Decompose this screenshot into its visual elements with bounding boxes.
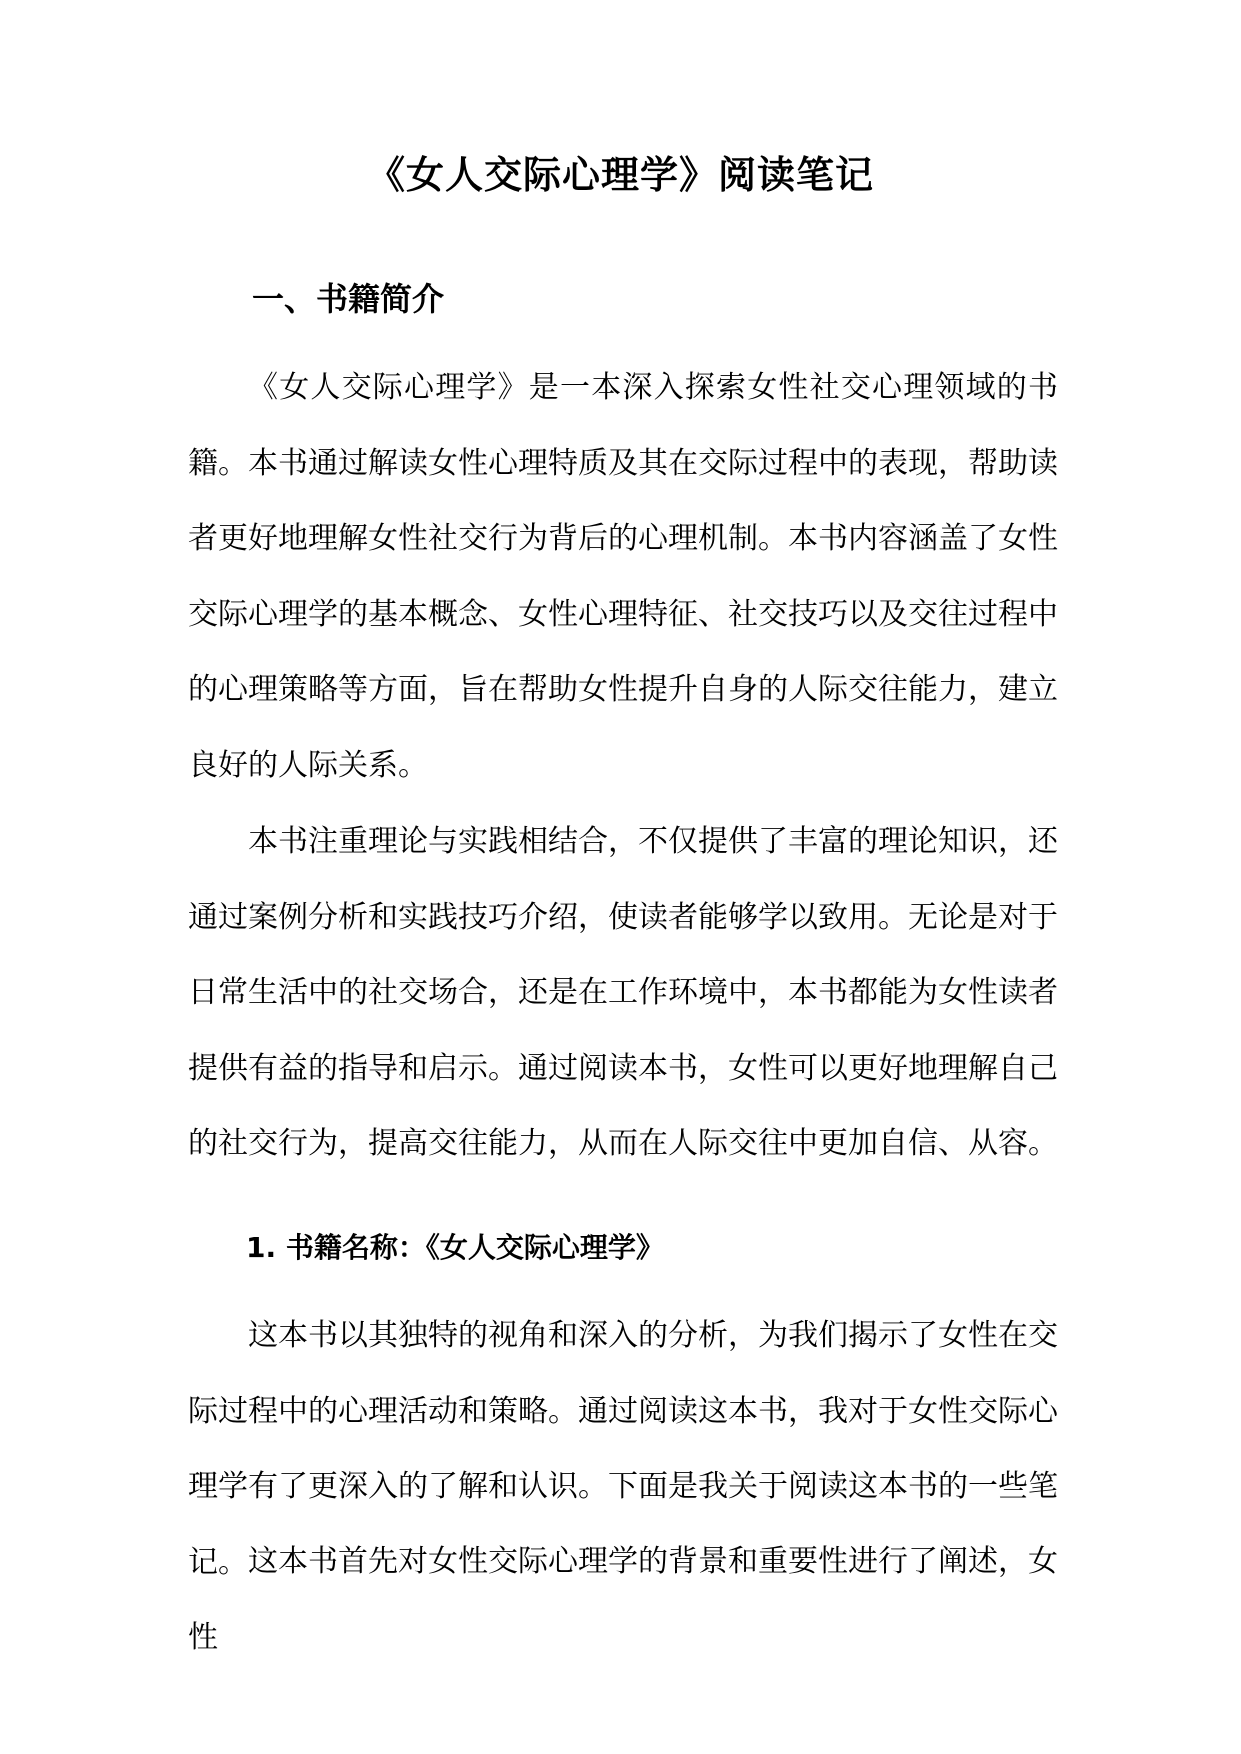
section-heading-book-intro: 一、书籍简介 — [252, 280, 445, 318]
paragraph-notes-1: 这本书以其独特的视角和深入的分析，为我们揭示了女性在交际过程中的心理活动和策略。通过阅读这本书，我对于女性交际心理学有了更深入的了解和认识。下面是我关于阅读这本书的一些笔记。 — [188, 1318, 1058, 1580]
subheading-book-name: 1. 书籍名称：《女人交际心理学》 — [246, 1231, 664, 1264]
paragraph-notes-2: 这本书首先对女性交际心理学的背景和重要性进行了阐述，女性 — [188, 1544, 1058, 1655]
paragraph-intro-1: 《女人交际心理学》是一本深入探索女性社交心理领域的书籍。本书通过解读女性心理特质及其在交际过程中的表现，帮助读者更好地理解女性社交行为背后的心理机制。本书内容涵盖了女性交际心理学的基本概念、女性心理特征、社交技巧以及交往过程中的心理策略等方面，旨在帮助女性提升自身的人际交往能力，建立良好的人际关系。 — [188, 370, 1058, 783]
paragraph-intro-2: 本书注重理论与实践相结合，不仅提供了丰富的理论知识，还通过案例分析和实践技巧介绍，使读者能够学以致用。无论是对于日常生活中的社交场合，还是在工作环境中，本书都能为女性读者提供有益的指导和启示。通过阅读本书，女性可以更好地理解自己的社交行为，提高交往能力，从而在人际交往中更加自信、从容。 — [188, 824, 1058, 1161]
document-title: 《女人交际心理学》阅读笔记 — [366, 153, 874, 197]
